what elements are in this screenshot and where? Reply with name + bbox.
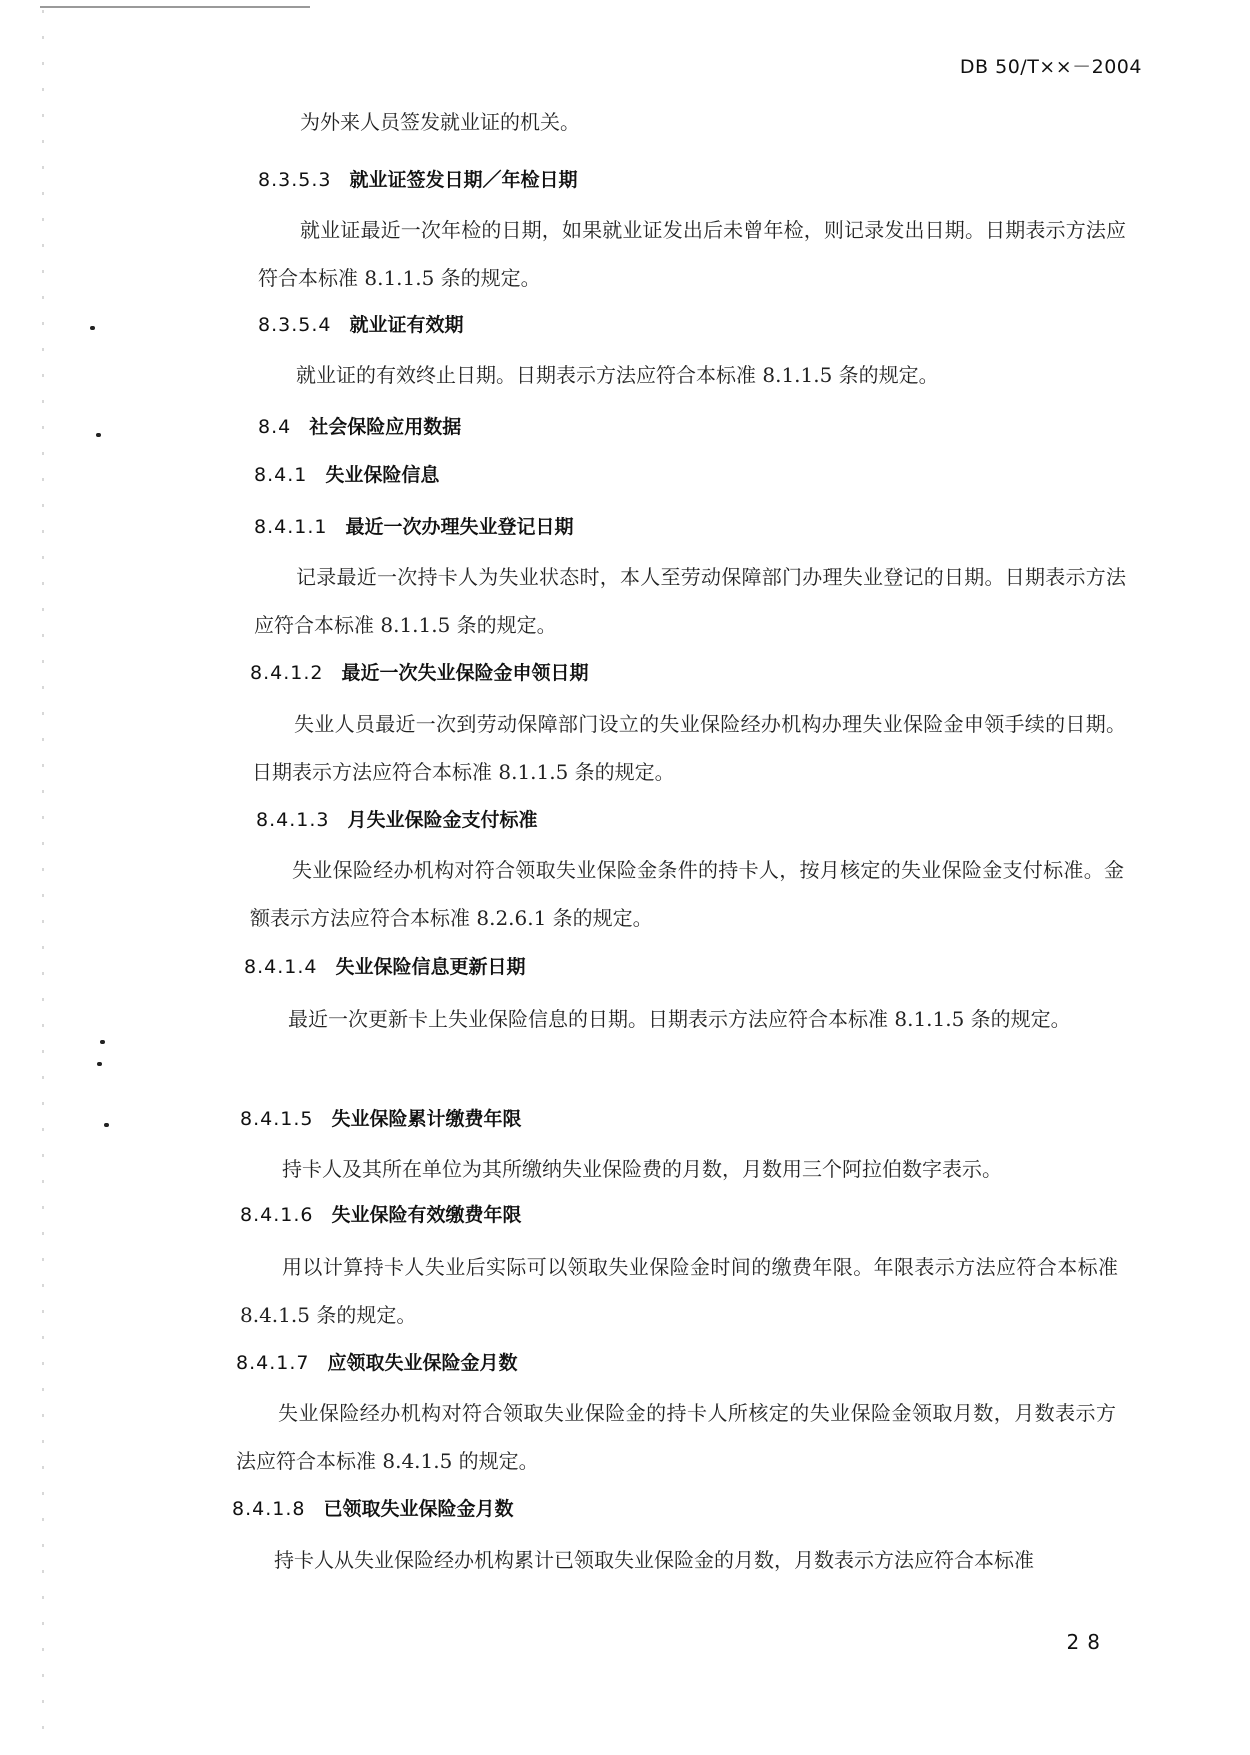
section-number: 8.4.1.8 [232, 1498, 306, 1520]
section-title: 社会保险应用数据 [309, 416, 462, 438]
section-title: 最近一次办理失业登记日期 [345, 516, 574, 538]
section-heading [232, 1494, 514, 1521]
section-title: 失业保险信息更新日期 [335, 956, 526, 978]
paragraph: 失业保险经办机构对符合领取失业保险金的持卡人所核定的失业保险金领取月数，月数表示方法应符合本标准 8.4.1.5 的规定。 [236, 1401, 1116, 1473]
section-title: 就业证有效期 [349, 314, 464, 336]
section-title: 失业保险有效缴费年限 [331, 1204, 522, 1226]
scan-mark [100, 1040, 105, 1044]
section-title: 已领取失业保险金月数 [323, 1498, 514, 1520]
section-number: 8.4.1.4 [244, 956, 318, 978]
section-number: 8.4.1.3 [256, 809, 330, 831]
paragraph: 失业人员最近一次到劳动保障部门设立的失业保险经办机构办理失业保险金申领手续的日期。日期表示方法应符合本标准 8.1.1.5 条的规定。 [252, 712, 1126, 784]
section-number: 8.3.5.4 [258, 314, 332, 336]
section-heading [256, 805, 538, 832]
section-number: 8.4.1.5 [240, 1108, 314, 1130]
section-number: 8.4.1.7 [236, 1352, 310, 1374]
section-heading [254, 460, 439, 487]
section-title: 应领取失业保险金月数 [327, 1352, 518, 1374]
paragraph: 失业保险经办机构对符合领取失业保险金条件的持卡人，按月核定的失业保险金支付标准。金额表示方法应符合本标准 8.2.6.1 条的规定。 [250, 858, 1124, 930]
section-heading [258, 412, 461, 439]
paragraph: 用以计算持卡人失业后实际可以领取失业保险金时间的缴费年限。年限表示方法应符合本标准 8.4.1.5 条的规定。 [240, 1255, 1118, 1327]
document-code: DB 50/T××－2004 [959, 56, 1142, 78]
section-number: 8.4 [258, 416, 292, 438]
section-heading [244, 952, 526, 979]
section-title: 失业保险信息 [325, 464, 440, 486]
section-heading [236, 1348, 518, 1375]
section-title: 最近一次失业保险金申领日期 [341, 662, 589, 684]
scan-mark [90, 326, 95, 330]
section-heading [240, 1200, 522, 1227]
scan-mark [104, 1123, 109, 1127]
section-heading [250, 658, 589, 685]
paragraph: 持卡人从失业保险经办机构累计已领取失业保险金的月数，月数表示方法应符合本标准 [274, 1548, 1034, 1572]
section-heading [240, 1104, 522, 1131]
page-number: 28 [1066, 1630, 1108, 1654]
paragraph: 记录最近一次持卡人为失业状态时，本人至劳动保障部门办理失业登记的日期。日期表示方法应符合本标准 8.1.1.5 条的规定。 [254, 565, 1126, 637]
top-rule [40, 6, 310, 8]
section-title: 失业保险累计缴费年限 [331, 1108, 522, 1130]
section-heading [254, 512, 574, 539]
scan-edge-speckle [42, 10, 44, 1740]
paragraph: 为外来人员签发就业证的机关。 [300, 110, 580, 134]
section-heading [258, 310, 464, 337]
section-title: 就业证签发日期／年检日期 [349, 169, 578, 191]
section-number: 8.4.1.1 [254, 516, 328, 538]
scan-mark [97, 1062, 102, 1066]
section-number: 8.3.5.3 [258, 169, 332, 191]
paragraph: 就业证的有效终止日期。日期表示方法应符合本标准 8.1.1.5 条的规定。 [296, 363, 939, 387]
scan-mark [96, 433, 101, 437]
paragraph: 持卡人及其所在单位为其所缴纳失业保险费的月数，月数用三个阿拉伯数字表示。 [282, 1157, 1002, 1181]
section-number: 8.4.1.6 [240, 1204, 314, 1226]
section-number: 8.4.1 [254, 464, 308, 486]
section-heading [258, 165, 578, 192]
paragraph: 最近一次更新卡上失业保险信息的日期。日期表示方法应符合本标准 8.1.1.5 条的规定。 [288, 1007, 1071, 1031]
paragraph: 就业证最近一次年检的日期，如果就业证发出后未曾年检，则记录发出日期。日期表示方法应符合本标准 8.1.1.5 条的规定。 [258, 218, 1126, 290]
section-number: 8.4.1.2 [250, 662, 324, 684]
section-title: 月失业保险金支付标准 [347, 809, 538, 831]
